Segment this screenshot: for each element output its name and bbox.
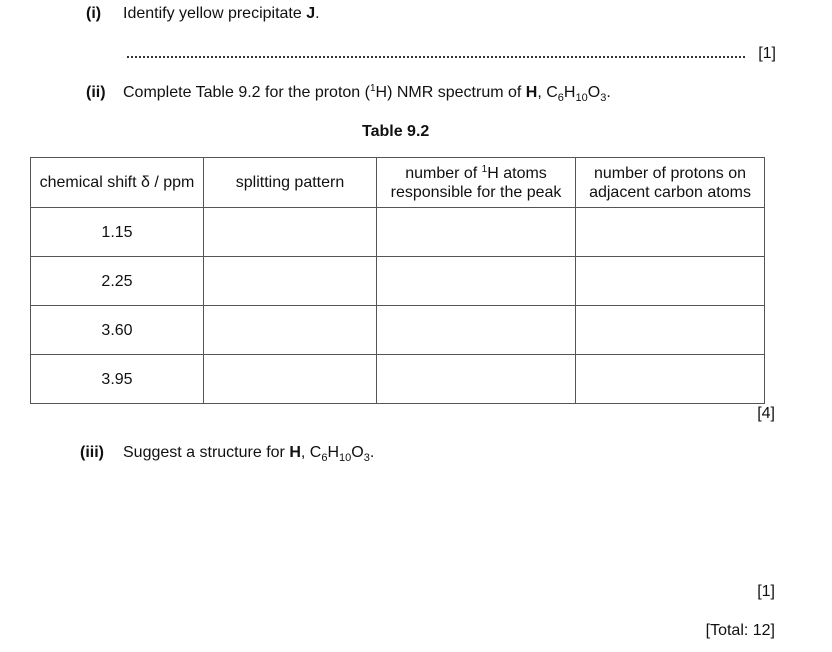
- part-ii-sep: ,: [537, 84, 547, 101]
- part-iii-question: [123, 444, 374, 462]
- part-i-label: (i): [86, 5, 102, 22]
- part-ii-question: [123, 84, 611, 102]
- shift-cell: 3.95: [31, 355, 204, 404]
- part-iii-marks: [1]: [757, 583, 775, 600]
- table-title: Table 9.2: [362, 123, 430, 140]
- atoms-answer-cell[interactable]: [377, 355, 576, 404]
- part-i-text: Identify yellow precipitate: [123, 5, 307, 22]
- splitting-answer-cell[interactable]: [204, 257, 377, 306]
- part-iii-label: (iii): [80, 444, 104, 461]
- atoms-answer-cell[interactable]: [377, 257, 576, 306]
- part-iii-compound: H: [289, 444, 301, 461]
- part-i-marks: [1]: [758, 45, 776, 62]
- part-i-question: [123, 5, 320, 23]
- part-i-end: .: [315, 5, 320, 22]
- atoms-answer-cell[interactable]: [377, 208, 576, 257]
- total-marks: [Total: 12]: [705, 622, 775, 639]
- shift-cell: 2.25: [31, 257, 204, 306]
- splitting-answer-cell[interactable]: [204, 306, 377, 355]
- adjacent-answer-cell[interactable]: [576, 355, 765, 404]
- header-number-of-h-atoms: number of $^1$H atoms responsible for the peak: [377, 158, 576, 208]
- structure-answer-area[interactable]: [123, 472, 723, 572]
- shift-cell: 3.60: [31, 306, 204, 355]
- part-ii-sup: 1: [369, 83, 376, 94]
- header-adjacent-protons: number of protons on adjacent carbon atoms: [576, 158, 765, 208]
- table-row: [31, 306, 765, 355]
- table-row: [31, 257, 765, 306]
- shift-cell: 1.15: [31, 208, 204, 257]
- part-ii-marks: [4]: [757, 405, 775, 422]
- header-chemical-shift: chemical shift δ / ppm: [31, 158, 204, 208]
- table-row: [31, 355, 765, 404]
- table-row: [31, 208, 765, 257]
- answer-line-i[interactable]: [127, 56, 745, 58]
- table-header-row: [31, 158, 765, 208]
- splitting-answer-cell[interactable]: [204, 355, 377, 404]
- part-i-entity: J: [306, 5, 316, 22]
- header-splitting-pattern: splitting pattern: [204, 158, 377, 208]
- part-iii-formula: $C_6H_{10}O_3$.: [309, 444, 375, 464]
- nmr-table: [30, 157, 765, 404]
- part-ii-formula: $C_6H_{10}O_3$.: [546, 84, 611, 104]
- part-ii-label: (ii): [86, 84, 106, 101]
- adjacent-answer-cell[interactable]: [576, 306, 765, 355]
- part-ii-text-b: H) NMR spectrum of: [375, 84, 526, 101]
- part-iii-text: Suggest a structure for: [123, 444, 290, 461]
- adjacent-answer-cell[interactable]: [576, 208, 765, 257]
- part-iii-sep: ,: [300, 444, 310, 461]
- part-ii-text-a: Complete Table 9.2 for the proton (: [123, 84, 370, 101]
- splitting-answer-cell[interactable]: [204, 208, 377, 257]
- part-ii-compound: H: [525, 84, 538, 101]
- adjacent-answer-cell[interactable]: [576, 257, 765, 306]
- atoms-answer-cell[interactable]: [377, 306, 576, 355]
